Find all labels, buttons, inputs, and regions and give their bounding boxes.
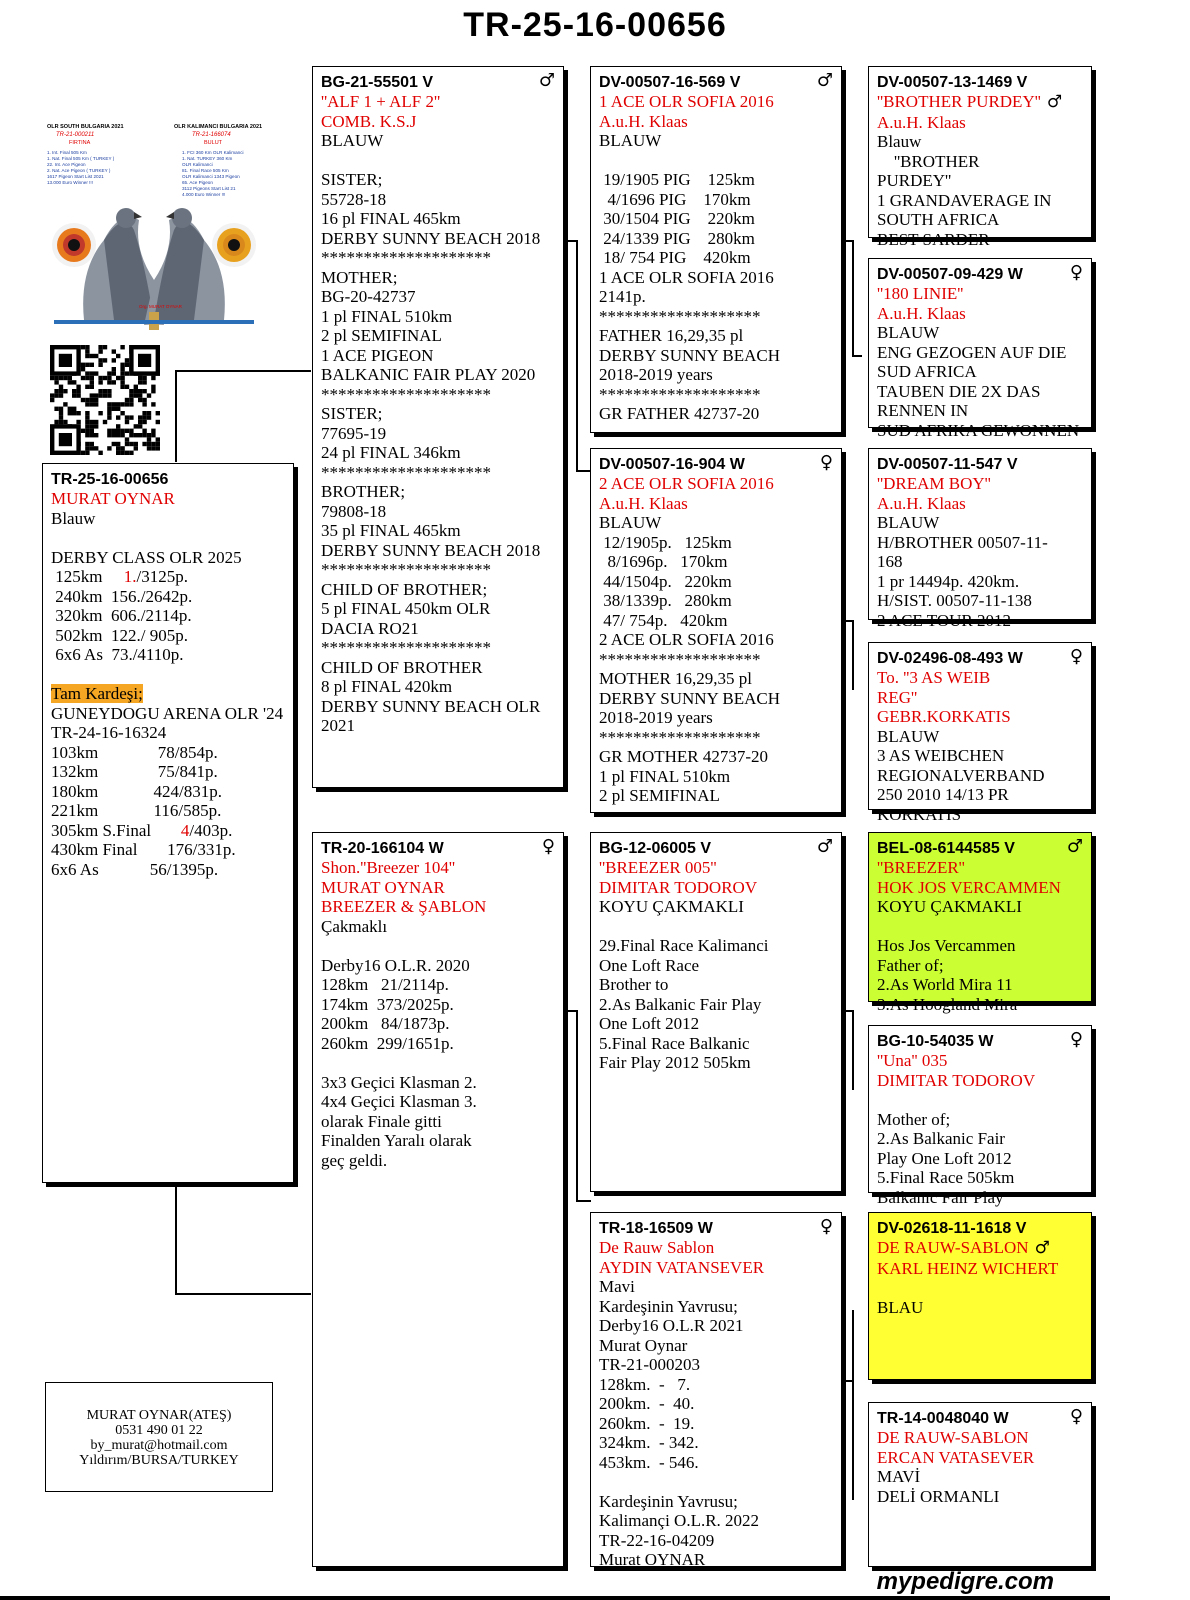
card-line: One Loft Race: [599, 955, 700, 975]
card-line: 3.As Hoogland Mira: [877, 994, 1018, 1014]
card-line: [877, 1090, 1083, 1110]
mf-ring: BG-12-06005 V: [599, 840, 712, 857]
card-line: DE RAUW-SABLON: [877, 1428, 1029, 1447]
mmm-card[interactable]: [868, 1402, 1092, 1567]
card-line: CHILD OF BROTHER;: [321, 579, 488, 599]
card-line: 3 AS WEIBCHEN: [877, 746, 1005, 765]
male-icon: ♂: [816, 70, 833, 91]
fff-card[interactable]: [868, 66, 1092, 249]
card-line: 128km 21/2114p.: [321, 975, 449, 994]
qr-code[interactable]: [50, 345, 160, 455]
poster-line: 13.000 Euro Winner !!!: [47, 180, 93, 185]
card-line: [877, 1278, 1083, 1298]
card-line: Shon.''Breezer 104'': [321, 858, 456, 877]
poster-line: 1. Int. Final 505 Km: [47, 150, 87, 155]
card-line: 453km. - 546.: [599, 1452, 699, 1472]
card-line: ''180 LINIE'': [877, 284, 964, 303]
card-line: 1 pl FINAL 510km: [321, 306, 453, 326]
card-line: 250 2010 14/13 PR: [877, 785, 1009, 804]
card-line: 2.As World Mira 11: [877, 975, 1013, 994]
card-line: ''ALF 1 + ALF 2'': [321, 92, 441, 111]
card-line: 79808-18: [321, 501, 387, 521]
card-line: Father of;: [877, 955, 944, 975]
card-line: 2.As Balkanic Fair Play: [599, 994, 762, 1014]
card-line: 12/1905p. 125km: [599, 532, 732, 552]
card-line: KORKATIS: [877, 804, 962, 824]
card-line: MOTHER 16,29,35 pl: [599, 669, 752, 688]
card-line: 29.Final Race Kalimanci: [599, 936, 769, 955]
card-line: SISTER;: [321, 170, 383, 189]
card-line: CHILD OF BROTHER: [321, 657, 483, 677]
card-line: [599, 1472, 833, 1492]
card-line: 240km 156./2642p.: [51, 586, 193, 606]
poster-line: 1. Nat. Final 505 Km ( TURKEY ): [47, 156, 115, 161]
card-line: KOYU ÇAKMAKLI: [877, 897, 1022, 916]
card-line: *******************: [599, 649, 761, 669]
sex-icon: ♂: [1046, 92, 1063, 112]
card-line: 2 pl SEMIFINAL: [599, 786, 720, 805]
card-line: 19/1905 PIG 125km: [599, 170, 755, 189]
pedigree-title: TR-25-16-00656: [463, 6, 727, 44]
poster-left-name: FIRTINA: [69, 140, 91, 146]
card-line: Blauw: [51, 508, 96, 528]
mmf-card[interactable]: [868, 1212, 1092, 1380]
card-line: KOYU ÇAKMAKLI: [599, 897, 744, 916]
card-line: ''BROTHER: [877, 151, 980, 171]
card-line: SOUTH AFRICA: [877, 210, 1000, 229]
card-line: 1 GRANDAVERAGE IN: [877, 190, 1052, 210]
card-line: BREEZER & ŞABLON: [321, 897, 487, 916]
card-line: DERBY SUNNY BEACH: [599, 345, 781, 365]
female-icon: ♀: [819, 1216, 833, 1237]
card-line: 6x6 As 56/1395p.: [51, 859, 219, 879]
card-line: MAVİ: [877, 1467, 921, 1486]
card-line: 502km 122./ 905p.: [51, 625, 188, 645]
card-line: DACIA RO21: [321, 618, 419, 638]
male-icon: ♂: [1066, 836, 1083, 857]
card-line: 8/1696p. 170km: [599, 552, 728, 571]
card-line: 2 ACE OLR SOFIA 2016: [599, 474, 774, 493]
card-line: BLAUW: [877, 726, 940, 746]
card-line: 5.Final Race Balkanic: [599, 1033, 750, 1053]
ffm-ring: DV-00507-09-429 W: [877, 266, 1023, 283]
card-line: ********************: [321, 384, 491, 404]
card-line: 4x4 Geçici Klasman 3.: [321, 1092, 477, 1111]
card-line: 1 pr 14494p. 420km.: [877, 571, 1020, 591]
qr-code-graphic: [50, 345, 160, 455]
card-line: ********************: [321, 560, 491, 579]
card-line: 2 ACE TOUR 2012: [877, 610, 1011, 630]
card-line: ********************: [321, 462, 491, 482]
card-line: One Loft 2012: [599, 1014, 700, 1033]
card-line: DERBY SUNNY BEACH 2018: [321, 228, 541, 248]
card-line: geç geldi.: [321, 1150, 388, 1170]
card-line: 2 pl SEMIFINAL: [321, 326, 442, 345]
poster-line: OLR Kalimanci: [182, 162, 213, 167]
card-line: [321, 1053, 555, 1073]
card-line: BLAUW: [599, 513, 662, 532]
mff-card[interactable]: [868, 832, 1092, 1014]
card-line: [599, 151, 833, 171]
female-icon: ♀: [1069, 1029, 1083, 1050]
card-line: 221km 116/585p.: [51, 801, 222, 820]
card-line: 18/ 754 PIG 420km: [599, 248, 751, 267]
card-line: 35 pl FINAL 465km: [321, 521, 461, 540]
card-line: 1 pl FINAL 510km: [599, 766, 731, 786]
card-line: Derby16 O.L.R. 2020: [321, 955, 470, 975]
card-line: DELİ ORMANLI: [877, 1486, 1000, 1506]
card-line: DIMITAR TODOROV: [877, 1070, 1036, 1090]
card-line: 8 pl FINAL 420km: [321, 677, 453, 696]
card-line: SISTER;: [321, 404, 383, 423]
card-line: ENG GEZOGEN AUF DIE: [877, 342, 1067, 362]
card-line: ERCAN VATASEVER: [877, 1447, 1035, 1467]
card-line: GUNEYDOGU ARENA OLR '24: [51, 703, 284, 723]
poster-right-ring: TR-21-166074: [192, 132, 231, 138]
card-line: GEBR.KORKATIS: [877, 707, 1011, 726]
card-line: DERBY CLASS OLR 2025: [51, 547, 242, 567]
card-line: TR-21-000203: [599, 1355, 701, 1374]
card-line: 1 ACE OLR SOFIA 2016: [599, 267, 774, 287]
card-line: *******************: [599, 384, 761, 404]
fmf-ring: DV-00507-11-547 V: [877, 456, 1018, 473]
card-line: BLAUW: [877, 513, 940, 532]
sex-icon: ♂: [1034, 1238, 1050, 1258]
card-line: BLAUW: [599, 131, 662, 150]
poster-line: OLR Kalimanci 1343 Pigeon: [182, 174, 240, 179]
card-line: BALKANIC FAIR PLAY 2020: [321, 365, 536, 384]
poster-line: 1. Nat. TURKEY 360 Km: [182, 156, 233, 161]
card-line: AYDIN VATANSEVER: [599, 1257, 765, 1277]
card-line: 30/1504 PIG 220km: [599, 209, 755, 228]
fmm-ring: DV-02496-08-493 W: [877, 650, 1023, 667]
card-line: *******************: [599, 306, 761, 326]
card-line: [321, 936, 555, 956]
fm-card[interactable]: [590, 448, 842, 813]
mm-card[interactable]: [590, 1212, 842, 1567]
male-icon: ♂: [538, 70, 555, 91]
card-line: 38/1339p. 280km: [599, 591, 732, 610]
card-line: DIMITAR TODOROV: [599, 877, 758, 897]
card-line: [51, 528, 285, 548]
card-line: A.u.H. Klaas: [877, 112, 966, 132]
card-line: MOTHER;: [321, 267, 398, 287]
card-line: Tam Kardeşi;: [51, 684, 143, 703]
card-line: Kardeşinin Yavrusu;: [599, 1296, 738, 1316]
card-line: BLAUW: [877, 323, 940, 342]
card-line: 2 ACE OLR SOFIA 2016: [599, 630, 774, 649]
card-line: DERBY SUNNY BEACH OLR: [321, 696, 541, 716]
mmm-ring: TR-14-0048040 W: [877, 1410, 1009, 1427]
female-icon: ♀: [541, 836, 555, 857]
card-line: 44/1504p. 220km: [599, 571, 732, 591]
card-line: [599, 917, 833, 937]
poster-line: 1. FCI 360 Km OLR Kalimanci: [182, 150, 244, 155]
card-line: BG-20-42737: [321, 287, 416, 306]
ff-card[interactable]: [590, 66, 842, 433]
card-line: [877, 917, 1083, 937]
female-icon: ♀: [1069, 646, 1083, 667]
card-line: PURDEY'': [877, 171, 952, 190]
card-line: To. ''3 AS WEIB: [877, 668, 991, 687]
card-line: 5.Final Race 505km: [877, 1168, 1015, 1187]
poster-left-ring: TR-21-000211: [56, 132, 95, 138]
breeder-contact: MURAT OYNAR(ATEŞ) 0531 490 01 22 by_murat@hotmail.com Yıldırım/BURSA/TURKEY: [45, 1382, 273, 1492]
poster-line: 81. Final Race 505 Km: [182, 168, 229, 173]
card-line: 430km Final 176/331p.: [51, 840, 236, 859]
card-line: H/SIST. 00507-11-138: [877, 591, 1032, 610]
card-line: H/BROTHER 00507-11-: [877, 532, 1048, 552]
card-line: ''BROTHER PURDEY'' ♂: [877, 92, 1063, 112]
female-icon: ♀: [1069, 1406, 1083, 1427]
card-line: 77695-19: [321, 423, 387, 443]
mmf-ring: DV-02618-11-1618 V: [877, 1220, 1027, 1237]
card-line: Çakmaklı: [321, 916, 388, 936]
poster-line: 65. Ace Pigeon: [182, 180, 213, 185]
card-line: 324km. - 342.: [599, 1433, 699, 1452]
card-line: 2018-2019 years: [599, 708, 713, 727]
card-line: [321, 151, 555, 171]
mother-card[interactable]: [312, 832, 564, 1567]
card-line: 2021: [321, 716, 355, 735]
card-line: DERBY SUNNY BEACH 2018: [321, 540, 541, 560]
card-line: 1 ACE OLR SOFIA 2016: [599, 92, 774, 111]
card-line: Mavi: [599, 1277, 635, 1296]
card-line: Balkanic Fair Play: [877, 1187, 1004, 1207]
card-line: MURAT OYNAR: [51, 489, 175, 508]
poster-right-name: BULUT: [204, 140, 223, 146]
card-line: GR MOTHER 42737-20: [599, 747, 769, 766]
card-line: KARL HEINZ WICHERT: [877, 1258, 1059, 1278]
poster-line: 1617 Pigeon Start List 2021: [47, 174, 104, 179]
eye-right-illustration: [212, 223, 256, 267]
card-line: 24 pl FINAL 346km: [321, 443, 461, 462]
father-ring: BG-21-55501 V: [321, 74, 434, 91]
card-line: REG'': [877, 687, 918, 707]
card-line: Murat OYNAR: [599, 1550, 706, 1569]
card-line: 1 ACE PIGEON: [321, 345, 434, 365]
card-line: 305km S.Final 4/403p.: [51, 820, 233, 840]
poster-line: 2. Nat. Ace Pigeon ( TURKEY ): [47, 168, 111, 173]
card-line: BROTHER;: [321, 482, 406, 501]
card-line: TR-22-16-04209: [599, 1530, 715, 1550]
card-line: 168: [877, 552, 903, 571]
card-line: 47/ 754p. 420km: [599, 610, 728, 630]
card-line: ''BREEZER 005'': [599, 858, 717, 877]
eye-left-illustration: [52, 223, 96, 267]
poster-line: 3112 Pigeons Start List 21: [182, 186, 236, 191]
card-line: 174km 373/2025p.: [321, 994, 454, 1014]
card-line: 3x3 Geçici Klasman 2.: [321, 1072, 477, 1092]
card-line: ********************: [321, 638, 491, 657]
card-line: MURAT OYNAR: [321, 877, 445, 897]
card-line: 200km 84/1873p.: [321, 1014, 450, 1033]
card-line: *******************: [599, 727, 761, 747]
subject-card[interactable]: [42, 463, 294, 1183]
poster-graphic: [44, 120, 264, 332]
card-line: RENNEN IN: [877, 401, 969, 420]
card-line: ''DREAM BOY'': [877, 474, 991, 493]
card-line: 2.As Balkanic Fair: [877, 1129, 1005, 1148]
card-line: 55728-18: [321, 189, 387, 209]
card-line: BEST SARDER: [877, 229, 990, 249]
card-line: 180km 424/831p.: [51, 781, 222, 801]
fmm-card[interactable]: [868, 642, 1092, 824]
card-line: A.u.H. Klaas: [877, 493, 966, 513]
subject-ring: TR-25-16-00656: [51, 471, 169, 488]
card-line: 200km. - 40.: [599, 1394, 695, 1413]
mfm-ring: BG-10-54035 W: [877, 1033, 994, 1050]
card-line: Play One Loft 2012: [877, 1148, 1012, 1168]
card-line: 103km 78/854p.: [51, 742, 218, 762]
card-line: A.u.H. Klaas: [599, 111, 688, 131]
father-card[interactable]: [312, 66, 564, 788]
card-line: 320km 606./2114p.: [51, 606, 192, 625]
card-line: BLAU: [877, 1297, 924, 1317]
poster-org: Org. MURAT OYNAR: [139, 304, 182, 309]
card-line: 2018-2019 years: [599, 365, 713, 384]
card-line: [51, 665, 285, 685]
card-line: Finalden Yaralı olarak: [321, 1131, 472, 1150]
card-line: BLAUW: [321, 131, 384, 150]
mf-card[interactable]: [590, 832, 842, 1192]
card-line: A.u.H. Klaas: [877, 303, 966, 323]
female-icon: ♀: [819, 452, 833, 473]
card-line: Blauw: [877, 132, 922, 151]
card-line: COMB. K.S.J: [321, 111, 417, 131]
card-line: A.u.H. Klaas: [599, 493, 688, 513]
mm-ring: TR-18-16509 W: [599, 1220, 713, 1237]
card-line: REGIONALVERBAND: [877, 765, 1045, 785]
poster-left-title: OLR SOUTH BULGARIA 2021: [47, 124, 124, 130]
card-line: ''Una'' 035: [877, 1051, 948, 1070]
card-line: 260km. - 19.: [599, 1413, 695, 1433]
card-line: 6x6 As 73./4110p.: [51, 645, 184, 664]
card-line: Kalimançi O.L.R. 2022: [599, 1511, 760, 1530]
card-line: 2141p.: [599, 287, 646, 306]
card-line: Derby16 O.L.R 2021: [599, 1316, 744, 1335]
card-line: De Rauw Sablon: [599, 1238, 715, 1257]
card-line: HOK JOS VERCAMMEN: [877, 877, 1061, 897]
card-line: ''BREEZER'': [877, 858, 965, 877]
site-footer[interactable]: mypedigre.com: [876, 1568, 1054, 1595]
promo-poster: [44, 120, 264, 332]
card-line: TAUBEN DIE 2X DAS: [877, 381, 1041, 401]
poster-line: 4.000 Euro Winner !!!: [182, 192, 226, 197]
card-line: Kardeşinin Yavrusu;: [599, 1491, 738, 1511]
female-icon: ♀: [1069, 262, 1083, 283]
card-line: Fair Play 2012 505km: [599, 1053, 751, 1072]
card-line: TR-24-16-16324: [51, 723, 167, 742]
mfm-card[interactable]: [868, 1025, 1092, 1207]
card-line: Hos Jos Vercammen: [877, 936, 1016, 955]
card-line: DERBY SUNNY BEACH: [599, 688, 781, 708]
card-line: Murat Oynar: [599, 1335, 688, 1355]
ffm-card[interactable]: [868, 258, 1092, 440]
male-icon: ♂: [816, 836, 833, 857]
card-line: DE RAUW-SABLON ♂: [877, 1238, 1050, 1258]
ff-ring: DV-00507-16-569 V: [599, 74, 741, 91]
card-line: 16 pl FINAL 465km: [321, 209, 461, 228]
card-line: 128km. - 7.: [599, 1374, 691, 1394]
poster-right-title: OLR KALIMANCI BULGARIA 2021: [174, 124, 263, 130]
card-line: 5 pl FINAL 450km OLR: [321, 599, 491, 618]
fm-ring: DV-00507-16-904 W: [599, 456, 745, 473]
fmf-card[interactable]: [868, 448, 1092, 630]
card-line: 4/1696 PIG 170km: [599, 189, 751, 209]
card-line: 24/1339 PIG 280km: [599, 228, 755, 248]
card-line: FATHER 16,29,35 pl: [599, 326, 744, 345]
poster-line: 22. Int. Ace Pigeon: [47, 162, 86, 167]
card-line: 260km 299/1651p.: [321, 1033, 454, 1053]
card-line: ********************: [321, 248, 491, 267]
card-line: SUD AFRICA: [877, 362, 977, 381]
card-line: SUD AFRIKA GEWONNEN: [877, 420, 1080, 440]
card-line: 132km 75/841p.: [51, 762, 218, 781]
mff-ring: BEL-08-6144585 V: [877, 840, 1015, 857]
card-line: Mother of;: [877, 1109, 951, 1129]
card-line: Brother to: [599, 975, 669, 994]
card-line: 125km 1./3125p.: [51, 567, 188, 586]
card-line: olarak Finale gitti: [321, 1111, 442, 1131]
card-line: GR FATHER 42737-20: [599, 404, 760, 423]
mother-ring: TR-20-166104 W: [321, 840, 444, 857]
fff-ring: DV-00507-13-1469 V: [877, 74, 1028, 91]
